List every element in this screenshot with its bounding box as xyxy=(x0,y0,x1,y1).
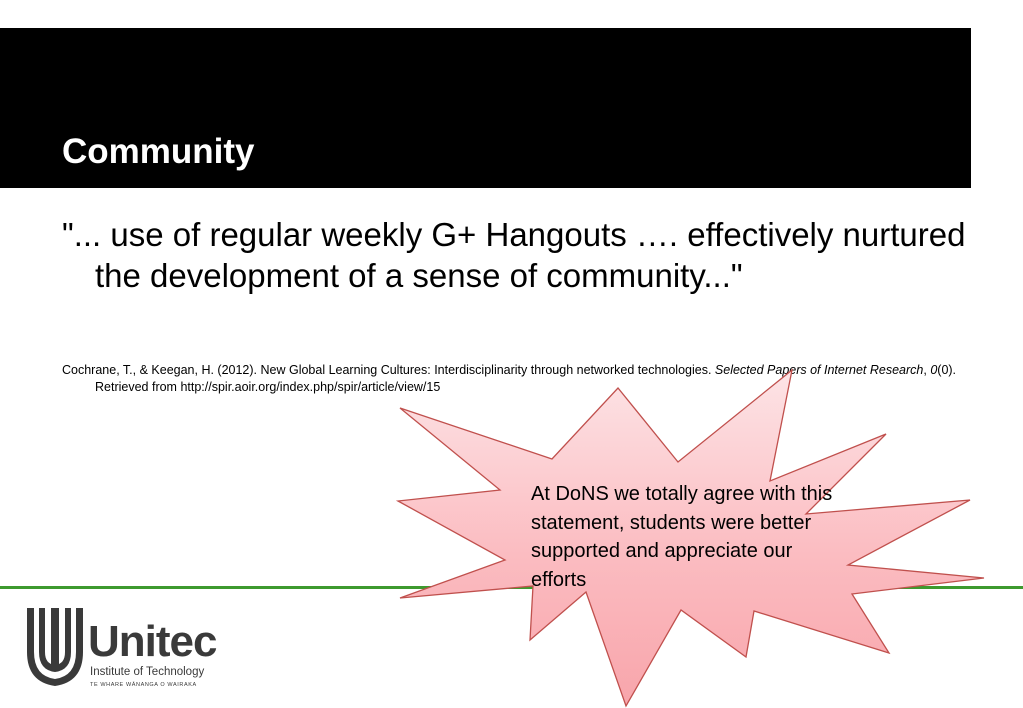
logo-subtitle: Institute of Technology xyxy=(90,666,205,678)
reference-authors: Cochrane, T., & Keegan, H. (2012). New Global Learning Cultures: Interdisciplinarity through networked technologies. xyxy=(62,363,715,377)
callout-text: At DoNS we totally agree with this statement, students were better supported and appreciate our efforts xyxy=(531,483,833,591)
reference-retrieval: (0). Retrieved from http://spir.aoir.org/index.php/spir/article/view/15 xyxy=(95,363,957,394)
quote-text: "... use of regular weekly G+ Hangouts …. effectively nurtured the development of a sense of community..." xyxy=(62,216,966,294)
logo-name: Unitec xyxy=(88,617,217,666)
reference-journal: Selected Papers of Internet Research xyxy=(714,363,924,377)
reference-volume: 0 xyxy=(930,363,938,377)
unitec-logo-mark-icon xyxy=(24,606,86,688)
logo-tagline: TE WHARE WĀNANGA O WAIRAKA xyxy=(90,682,197,688)
reference-comma: , xyxy=(923,363,931,377)
unitec-logo xyxy=(24,606,224,692)
slide-title: Community xyxy=(62,132,255,171)
